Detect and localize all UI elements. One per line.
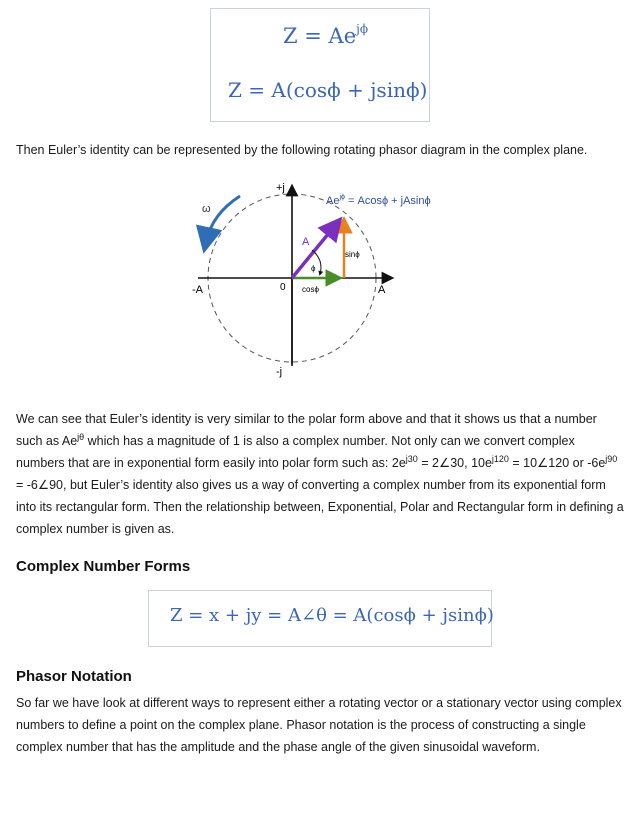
rotation-arrow [206, 196, 240, 242]
euler-exponential-equation [283, 24, 368, 48]
phasor-heading: Phasor Notation [16, 668, 132, 685]
minus-a-label: -A [192, 284, 203, 296]
complex-forms-equation: Z = x + jy = A∠θ = A(cosϕ + jsinϕ) [170, 605, 494, 626]
phi-label: ϕ [311, 264, 316, 273]
a-axis-label: A [378, 284, 386, 296]
minus-j-label: -j [276, 366, 283, 378]
intro-paragraph: Then Euler’s identity can be represented by the following rotating phasor diagram in the complex plane. [16, 143, 588, 157]
equation-exponent: jϕ [356, 22, 369, 36]
phasor-eq-base: Ae [326, 195, 340, 207]
phasor-diagram [188, 178, 458, 378]
euler-trig-equation: Z = A(cosϕ + jsinϕ) [228, 78, 428, 102]
phasor-eq-rest: = Acosϕ + jAsinϕ [344, 195, 431, 207]
complex-forms-heading: Complex Number Forms [16, 558, 191, 575]
phasor-eq-sup: jϕ [339, 194, 345, 201]
euler-phasor-equation [326, 194, 431, 207]
euler-explanation-paragraph: We can see that Euler’s identity is very similar to the polar form above and that it shows us that a number such as $Ae^{j\theta}$ which has a magnitude of 1 is also a complex number. Not only can we convert complex numbers that are in exponential form easily into polar form such as: $2e^{j30}$ = 2∠30, $10e^{j120}$ = 10∠120 or $-6e^{j90}$ = -6∠90, but Euler’s identity also gives us a way of converting a complex number from its exponential form into its rectangular form. Then the relationship between, Exponential, Polar and Rectangular form in defining a complex number is given as. [16, 412, 624, 536]
plus-j-label: +j [276, 182, 285, 194]
vector-a-label: A [302, 236, 310, 248]
equation-lhs: Z = Ae [283, 24, 357, 48]
cos-label: cosϕ [302, 285, 319, 294]
origin-label: 0 [280, 282, 286, 293]
phasor-paragraph: So far we have look at different ways to represent either a rotating vector or a stationary vector using complex numbers to define a point on the complex plane. Phasor notation is the process of constructing a single complex number that has the amplitude and the phase angle of the given sinusoidal waveform. [16, 696, 622, 754]
sin-label: sinϕ [345, 250, 360, 259]
omega-label: ω [202, 203, 211, 215]
